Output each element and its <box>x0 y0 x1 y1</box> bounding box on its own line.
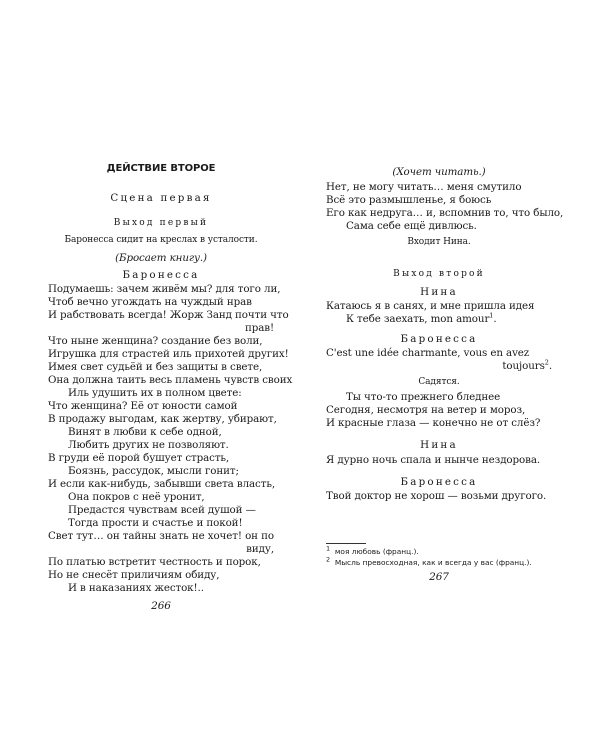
verse-line: Нет, не могу читать… меня смутило <box>326 181 522 193</box>
verse-line: Тогда прости и счастье и покой! <box>68 517 243 529</box>
verse-line: Предастся чувствам всей душой — <box>68 504 256 516</box>
verse-line: Что женщина? Её от юности самой <box>48 400 238 412</box>
verse-line: По платью встретит честность и порок, <box>48 556 261 568</box>
footnote-rule <box>326 543 366 544</box>
verse-line: Его как недруга… и, вспомнив то, что было, <box>326 207 564 219</box>
verse-line: Она покров с неё уронит, <box>68 491 205 503</box>
verse-line: В груди её порой бушует страсть, <box>48 452 230 464</box>
verse-line: И в наказаниях жесток!.. <box>68 582 204 594</box>
verse-line: И рабствовать всегда! Жорж Занд почти что <box>48 309 289 321</box>
verse-line: C'est une idée charmante, vous en avez <box>326 347 530 359</box>
speaker-name: Нина <box>420 286 458 298</box>
verse-line: Любить других не позволяют. <box>68 439 229 451</box>
verse-line: Сама себе ещё дивлюсь. <box>346 220 477 232</box>
scene-title: Сцена первая <box>110 192 212 204</box>
speaker-name: Баронесса <box>122 269 200 281</box>
verse-line: Ты что-то прежнего бледнее <box>346 391 501 403</box>
verse-line: Но не снесёт приличиям обиду, <box>48 569 220 581</box>
act-title: ДЕЙСТВИЕ ВТОРОЕ <box>106 163 216 174</box>
verse-line: Винят в любви к себе одной, <box>68 426 222 438</box>
verse-line: Катаюсь я в санях, и мне пришла идея <box>326 300 535 312</box>
verse-line: К тебе заехать, mon amour$^1$. <box>346 311 497 325</box>
verse-line: В продажу выгодам, как жертву, убирают, <box>48 413 277 425</box>
page-number: 266 <box>151 600 171 612</box>
footnote: $^2$ Мысль превосходная, как и всегда у вас (франц.). <box>326 555 532 567</box>
footnote-mark: 1 <box>489 311 494 320</box>
verse-line: Что ныне женщина? создание без воли, <box>48 335 263 347</box>
stage-direction: Садятся. <box>418 377 460 387</box>
footnote-mark: 2 <box>544 358 549 367</box>
verse-line: Игрушка для страстей иль прихотей других! <box>48 348 289 360</box>
verse-line: Имея свет судьёй и без защиты в свете, <box>48 361 263 373</box>
verse-line: виду, <box>246 543 274 555</box>
exit-title: Выход первый <box>113 218 209 228</box>
verse-line: И если как-нибудь, забывши света власть, <box>48 478 275 490</box>
verse-line: Подумаешь: зачем живём мы? для того ли, <box>48 283 281 295</box>
verse-line: Чтоб вечно угождать на чуждый нрав <box>48 296 252 308</box>
speaker-name: Баронесса <box>400 333 478 345</box>
verse-line: Боязнь, рассудок, мысли гонит; <box>68 465 239 477</box>
verse-line: toujours$^2$. <box>502 358 552 372</box>
verse-line: Она должна таить весь пламень чувств своих <box>48 374 293 386</box>
verse-line: Свет тут… он тайны знать не хочет! он по <box>48 530 274 542</box>
verse-line: Твой доктор не хорош — возьми другого. <box>326 490 547 502</box>
speaker-name: Баронесса <box>400 476 478 488</box>
verse-line: прав! <box>244 322 274 334</box>
verse-line: Всё это размышленье, я боюсь <box>326 194 492 206</box>
entrance-direction: Входит Нина. <box>407 237 471 247</box>
speaker-name: Нина <box>420 439 458 451</box>
verse-line: Я дурно ночь спала и нынче нездорова. <box>326 454 541 466</box>
verse-line: Иль удушить их в полном цвете: <box>68 387 242 399</box>
footnote: $^1$ моя любовь (франц.). <box>326 544 419 556</box>
page-number: 267 <box>429 571 449 583</box>
action-direction: (Хочет читать.) <box>392 166 486 178</box>
stage-direction: Баронесса сидит на креслах в усталости. <box>64 235 258 245</box>
action-direction: (Бросает книгу.) <box>115 252 207 264</box>
exit-title: Выход второй <box>393 269 485 279</box>
verse-line: Сегодня, несмотря на ветер и мороз, <box>326 404 526 416</box>
verse-line: И красные глаза — конечно не от слёз? <box>326 417 541 429</box>
